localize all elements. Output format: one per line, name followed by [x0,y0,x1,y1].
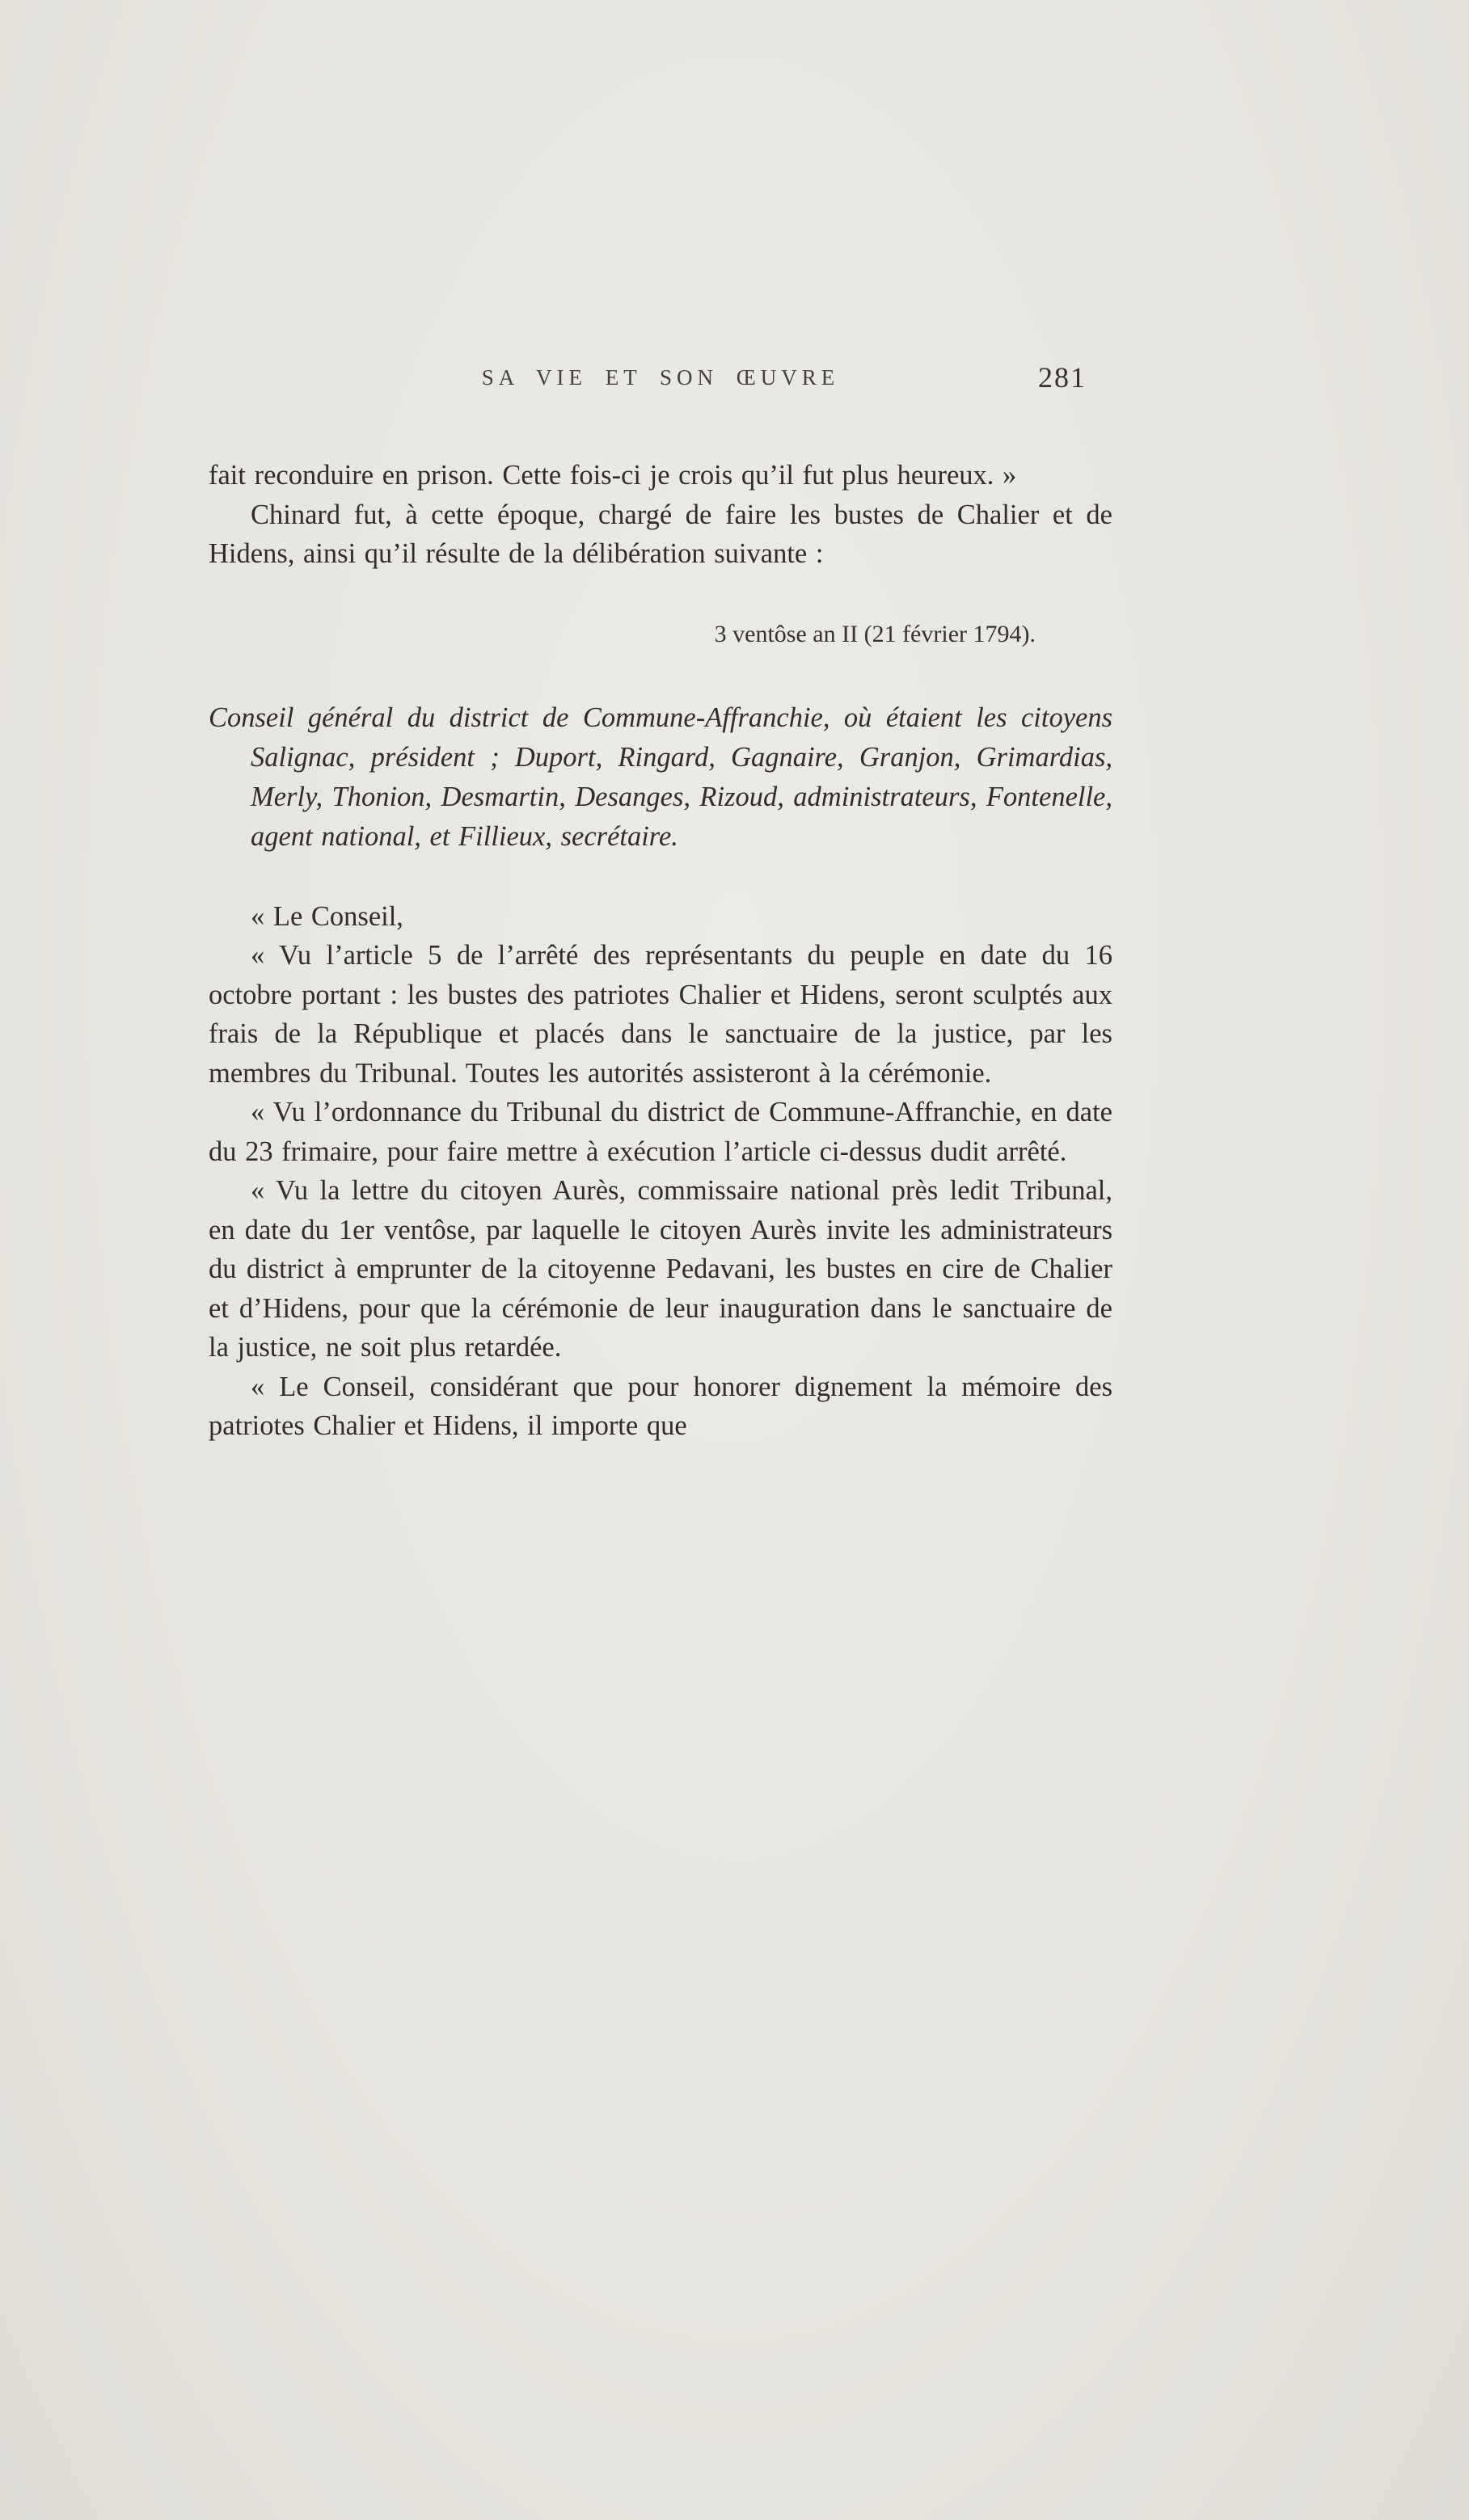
page-header [209,361,1112,422]
paragraph-le-conseil: « Le Conseil, [251,900,403,932]
paragraph-chinard: Chinard fut, à cette époque, chargé de faire les bustes de Chalier et de Hidens, ainsi qu’il résulte de la délibération suivante : [209,499,1112,569]
paragraph-conseil-considerant: « Le Conseil, considérant que pour honorer dignement la mémoire des patriotes Chalier et Hidens, il importe que [209,1371,1112,1441]
page-number: 281 [1038,361,1087,394]
paragraph-continuation: fait reconduire en prison. Cette fois-ci je crois qu’il fut plus heureux. » [209,460,1017,491]
text-block [209,361,1112,1446]
deliberation-heading: Conseil général du district de Commune-Affranchie, où étaient les citoyens Salignac, président ; Duport, Ringard, Gagnaire, Granjon, Grimardias, Merly, Thonion, Desmartin, Desanges, Rizoud, administrateurs, Fontenelle, agent national, et Fillieux, secrétaire. [209,702,1112,852]
dateline: 3 ventôse an II (21 février 1794). [714,620,1036,647]
paragraph-vu-article-5: « Vu l’article 5 de l’arrêté des représentants du peuple en date du 16 octobre portant : les bustes des patriotes Chalier et Hidens, seront sculptés aux frais de la République et placés dans le sanctuaire de la justice, par les membres du Tribunal. Toutes les autorités assisteront à la cérémonie. [209,940,1112,1089]
running-title: SA VIE ET SON ŒUVRE [481,365,840,390]
paragraph-vu-lettre: « Vu la lettre du citoyen Aurès, commissaire national près ledit Tribunal, en date du 1er ventôse, par laquelle le citoyen Aurès invite les administrateurs du district à emprunter de la citoyenne Pedavani, les bustes en cire de Chalier et d’Hidens, pour que la cérémonie de leur inauguration dans le sanctuaire de la justice, ne soit plus retardée. [209,1175,1112,1363]
paragraph-vu-ordonnance: « Vu l’ordonnance du Tribunal du district de Commune-Affranchie, en date du 23 frimaire, pour faire mettre à exécution l’article ci-dessus dudit arrêté. [209,1097,1112,1167]
